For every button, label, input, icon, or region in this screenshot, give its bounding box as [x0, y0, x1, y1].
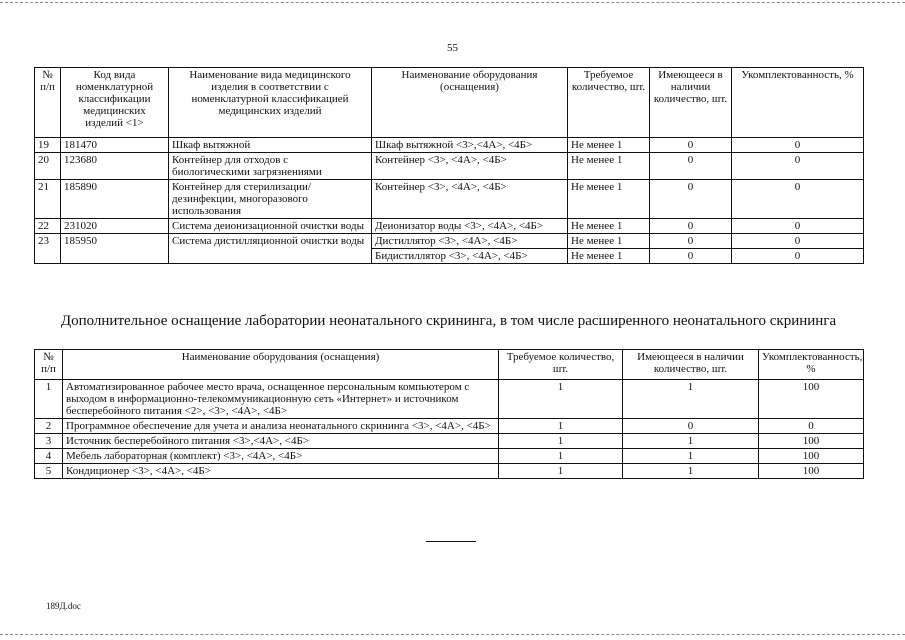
cell-num: 2: [35, 419, 63, 434]
additional-equipment-table: [34, 349, 864, 479]
cell-equipment: Программное обеспечение для учета и анализа неонатального скрининга <3>, <4А>, <4Б>: [63, 419, 499, 434]
table-row: [35, 138, 864, 153]
cell-num: 21: [35, 180, 61, 219]
cell-num: 19: [35, 138, 61, 153]
col-header-equipment: Наименование оборудования (оснащения): [372, 68, 568, 138]
cell-available: 1: [623, 464, 759, 479]
cell-completeness: 0: [759, 419, 864, 434]
table-row: [35, 419, 864, 434]
table-row: [35, 153, 864, 180]
cell-code: 123680: [61, 153, 169, 180]
cell-available: 1: [623, 434, 759, 449]
cell-name: Система дистилляционной очистки воды: [169, 234, 372, 264]
col-header-equipment: Наименование оборудования (оснащения): [63, 350, 499, 380]
page-number: 55: [447, 42, 458, 54]
cell-completeness: 0: [732, 153, 864, 180]
cell-completeness: 100: [759, 434, 864, 449]
cell-num: 20: [35, 153, 61, 180]
cell-completeness: 0: [732, 180, 864, 219]
cell-code: 231020: [61, 219, 169, 234]
col-header-num: № п/п: [35, 68, 61, 138]
cell-completeness: 0: [732, 249, 864, 264]
scan-edge-bottom: [0, 634, 905, 635]
cell-num: 23: [35, 234, 61, 264]
cell-equipment: Контейнер <3>, <4А>, <4Б>: [372, 180, 568, 219]
section-title: Дополнительное оснащение лаборатории неонатального скрининга, в том числе расширенного неонатального скрининга: [60, 313, 837, 329]
cell-equipment: Автоматизированное рабочее место врача, оснащенное персональным компьютером с выходом в информационно-телекоммуникационную сеть «Интернет» и источником бесперебойного питания <2>, <3>, <4А>, <4Б>: [63, 380, 499, 419]
cell-equipment: Бидистиллятор <3>, <4А>, <4Б>: [372, 249, 568, 264]
cell-required: 1: [499, 434, 623, 449]
col-header-completeness: Укомплектованность, %: [759, 350, 864, 380]
cell-required: Не менее 1: [568, 153, 650, 180]
cell-available: 1: [623, 449, 759, 464]
cell-available: 0: [650, 180, 732, 219]
cell-completeness: 100: [759, 449, 864, 464]
scan-edge-top: [0, 2, 905, 3]
cell-equipment: Дистиллятор <3>, <4А>, <4Б>: [372, 234, 568, 249]
cell-num: 4: [35, 449, 63, 464]
cell-required: 1: [499, 419, 623, 434]
cell-available: 1: [623, 380, 759, 419]
cell-required: Не менее 1: [568, 219, 650, 234]
table-row: [35, 180, 864, 219]
cell-code: 185890: [61, 180, 169, 219]
cell-name: Система деионизационной очистки воды: [169, 219, 372, 234]
cell-required: 1: [499, 464, 623, 479]
table-header-row: [35, 68, 864, 138]
cell-completeness: 0: [732, 219, 864, 234]
cell-num: 5: [35, 464, 63, 479]
table-row: [35, 464, 864, 479]
cell-required: Не менее 1: [568, 180, 650, 219]
cell-available: 0: [650, 138, 732, 153]
table-row: [35, 380, 864, 419]
cell-completeness: 100: [759, 464, 864, 479]
cell-equipment: Кондиционер <3>, <4А>, <4Б>: [63, 464, 499, 479]
cell-equipment: Деионизатор воды <3>, <4А>, <4Б>: [372, 219, 568, 234]
cell-available: 0: [650, 234, 732, 249]
col-header-available: Имеющееся в наличии количество, шт.: [650, 68, 732, 138]
cell-name: Шкаф вытяжной: [169, 138, 372, 153]
cell-equipment: Источник бесперебойного питания <3>,<4А>, <4Б>: [63, 434, 499, 449]
col-header-code: Код вида номенклатурной классификации медицинских изделий <1>: [61, 68, 169, 138]
cell-num: 1: [35, 380, 63, 419]
cell-available: 0: [650, 219, 732, 234]
cell-available: 0: [650, 153, 732, 180]
cell-equipment: Контейнер <3>, <4А>, <4Б>: [372, 153, 568, 180]
equipment-table: [34, 67, 864, 264]
cell-equipment: Шкаф вытяжной <3>,<4А>, <4Б>: [372, 138, 568, 153]
cell-required: 1: [499, 380, 623, 419]
col-header-available: Имеющееся в наличии количество, шт.: [623, 350, 759, 380]
col-header-required: Требуемое количество, шт.: [568, 68, 650, 138]
cell-name: Контейнер для стерилизации/дезинфекции, многоразового использования: [169, 180, 372, 219]
cell-required: Не менее 1: [568, 234, 650, 249]
col-header-num: № п/п: [35, 350, 63, 380]
cell-code: 185950: [61, 234, 169, 264]
table-row: [35, 434, 864, 449]
cell-completeness: 100: [759, 380, 864, 419]
footer-filename: 189Д.doc: [46, 601, 81, 611]
cell-completeness: 0: [732, 234, 864, 249]
table-row: [35, 449, 864, 464]
cell-code: 181470: [61, 138, 169, 153]
table-row: [35, 234, 864, 249]
cell-available: 0: [623, 419, 759, 434]
separator-line: [426, 541, 476, 542]
table-row: [35, 219, 864, 234]
col-header-completeness: Укомплектованность, %: [732, 68, 864, 138]
col-header-name: Наименование вида медицинского изделия в соответствии с номенклатурной классификацией медицинских изделий: [169, 68, 372, 138]
col-header-required: Требуемое количество, шт.: [499, 350, 623, 380]
cell-available: 0: [650, 249, 732, 264]
cell-required: 1: [499, 449, 623, 464]
cell-num: 22: [35, 219, 61, 234]
table-header-row: [35, 350, 864, 380]
cell-completeness: 0: [732, 138, 864, 153]
cell-required: Не менее 1: [568, 249, 650, 264]
cell-num: 3: [35, 434, 63, 449]
cell-equipment: Мебель лабораторная (комплект) <3>, <4А>, <4Б>: [63, 449, 499, 464]
cell-required: Не менее 1: [568, 138, 650, 153]
cell-name: Контейнер для отходов с биологическими загрязнениями: [169, 153, 372, 180]
